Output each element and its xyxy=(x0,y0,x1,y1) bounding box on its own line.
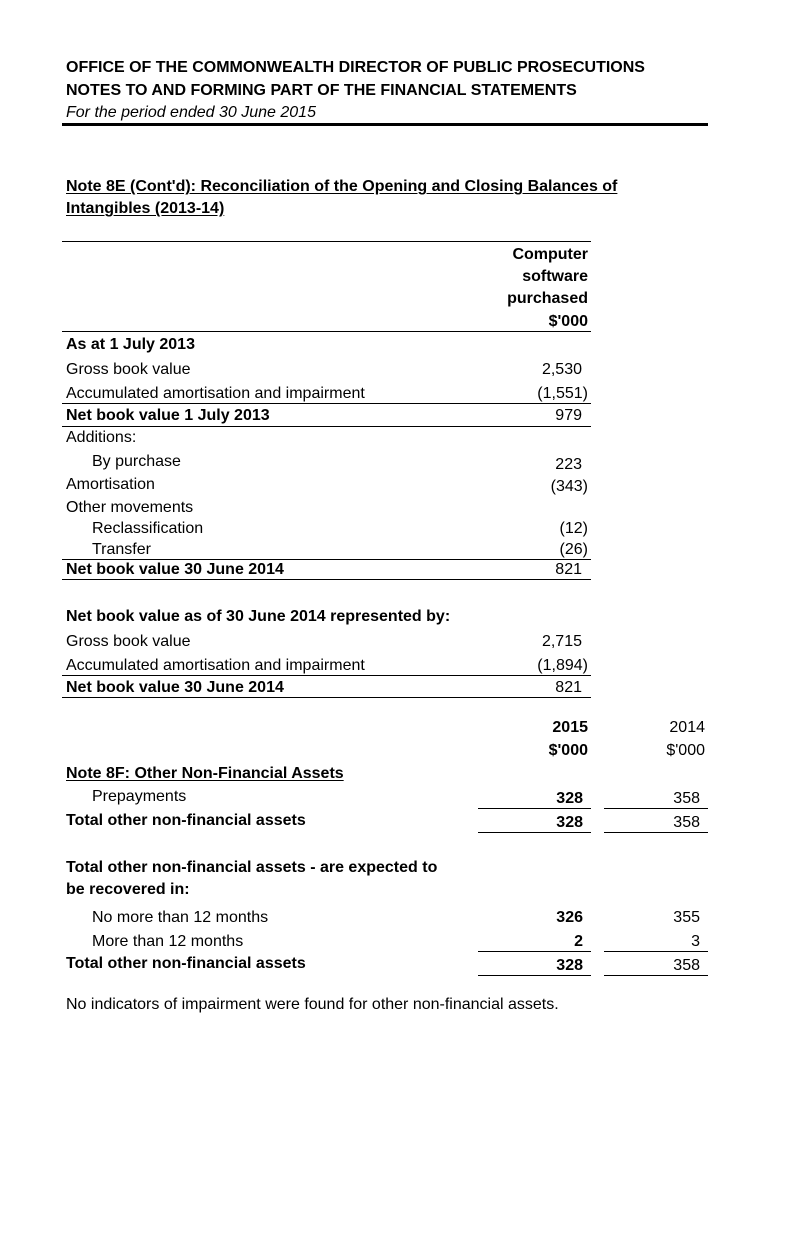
row-rule xyxy=(62,579,591,580)
row-label: Net book value 1 July 2013 xyxy=(66,407,270,424)
recovery-total-label: Total other non-financial assets xyxy=(66,955,306,972)
row-label: Gross book value xyxy=(66,633,191,650)
col-header-line-3: purchased xyxy=(507,290,588,307)
recovery-row-2015: 326 xyxy=(556,909,583,926)
note-8e-title-line-1: Note 8E (Cont'd): Reconciliation of the Opening and Closing Balances of xyxy=(66,178,618,195)
unit-2014-header: $'000 xyxy=(666,742,705,759)
header-rule xyxy=(62,123,708,126)
rule-2015 xyxy=(478,951,591,952)
row-value: 979 xyxy=(555,407,582,424)
row-label: Accumulated amortisation and impairment xyxy=(66,657,365,674)
recovery-heading-line-2: be recovered in: xyxy=(66,881,190,898)
represented-heading: Net book value as of 30 June 2014 represented by: xyxy=(66,608,451,625)
row-rule xyxy=(62,697,591,698)
row-label: Net book value 30 June 2014 xyxy=(66,679,284,696)
note-8e-title-line-2: Intangibles (2013-14) xyxy=(66,200,225,217)
recovery-row-label: More than 12 months xyxy=(92,933,244,950)
row-label: Accumulated amortisation and impairment xyxy=(66,385,365,402)
year-2015-header: 2015 xyxy=(552,719,588,736)
row-rule xyxy=(62,675,591,676)
recovery-row-2014: 3 xyxy=(691,933,700,950)
row-value: 223 xyxy=(555,456,582,473)
total-2015: 328 xyxy=(556,814,583,831)
col-header-line-2: software xyxy=(522,268,588,285)
recovery-row-2015: 2 xyxy=(574,933,583,950)
row-value: 821 xyxy=(555,679,582,696)
recovery-total-2015: 328 xyxy=(556,957,583,974)
recovery-total-2014: 358 xyxy=(673,957,700,974)
recovery-row-label: No more than 12 months xyxy=(92,909,269,926)
row-value: (1,894) xyxy=(537,657,588,674)
row-rule xyxy=(62,403,591,404)
note-8f-title: Note 8F: Other Non-Financial Assets xyxy=(66,765,344,782)
unit-2015-header: $'000 xyxy=(548,742,588,759)
row-rule xyxy=(62,426,591,427)
row-value: (1,551) xyxy=(537,385,588,402)
header-period: For the period ended 30 June 2015 xyxy=(66,104,316,121)
year-2014-header: 2014 xyxy=(669,719,705,736)
row-label: Additions: xyxy=(66,429,137,446)
row-value: (343) xyxy=(550,478,588,495)
prepayments-2014: 358 xyxy=(673,790,700,807)
prepayments-label: Prepayments xyxy=(92,788,187,805)
rule-2014 xyxy=(604,808,708,809)
rule-2015 xyxy=(478,832,591,833)
header-line-1: OFFICE OF THE COMMONWEALTH DIRECTOR OF PUBLIC PROSECUTIONS xyxy=(66,59,645,76)
row-label: Gross book value xyxy=(66,361,191,378)
prepayments-2015: 328 xyxy=(556,790,583,807)
row-value: 2,530 xyxy=(541,361,582,378)
row-label: Net book value 30 June 2014 xyxy=(66,561,284,578)
row-label: Transfer xyxy=(92,541,151,558)
row-value: 821 xyxy=(555,561,582,578)
row-value: (26) xyxy=(559,541,588,558)
col-header-unit: $'000 xyxy=(548,313,588,330)
header-line-2: NOTES TO AND FORMING PART OF THE FINANCIAL STATEMENTS xyxy=(66,82,577,99)
impairment-footnote: No indicators of impairment were found for other non-financial assets. xyxy=(66,996,559,1013)
rule-2014 xyxy=(604,832,708,833)
rule-2015 xyxy=(478,975,591,976)
rule-2015 xyxy=(478,808,591,809)
header-bottom-rule xyxy=(62,331,591,332)
row-label: Other movements xyxy=(66,499,194,516)
rule-2014 xyxy=(604,951,708,952)
recovery-row-2014: 355 xyxy=(673,909,700,926)
row-value: (12) xyxy=(559,520,588,537)
table-top-rule xyxy=(62,241,591,242)
row-label: Reclassification xyxy=(92,520,204,537)
row-label: As at 1 July 2013 xyxy=(66,336,195,353)
row-label: Amortisation xyxy=(66,476,155,493)
total-label: Total other non-financial assets xyxy=(66,812,306,829)
rule-2014 xyxy=(604,975,708,976)
row-value: 2,715 xyxy=(541,633,582,650)
row-label: By purchase xyxy=(92,453,181,470)
total-2014: 358 xyxy=(673,814,700,831)
col-header-line-1: Computer xyxy=(512,246,588,263)
recovery-heading-line-1: Total other non-financial assets - are expected to xyxy=(66,859,438,876)
